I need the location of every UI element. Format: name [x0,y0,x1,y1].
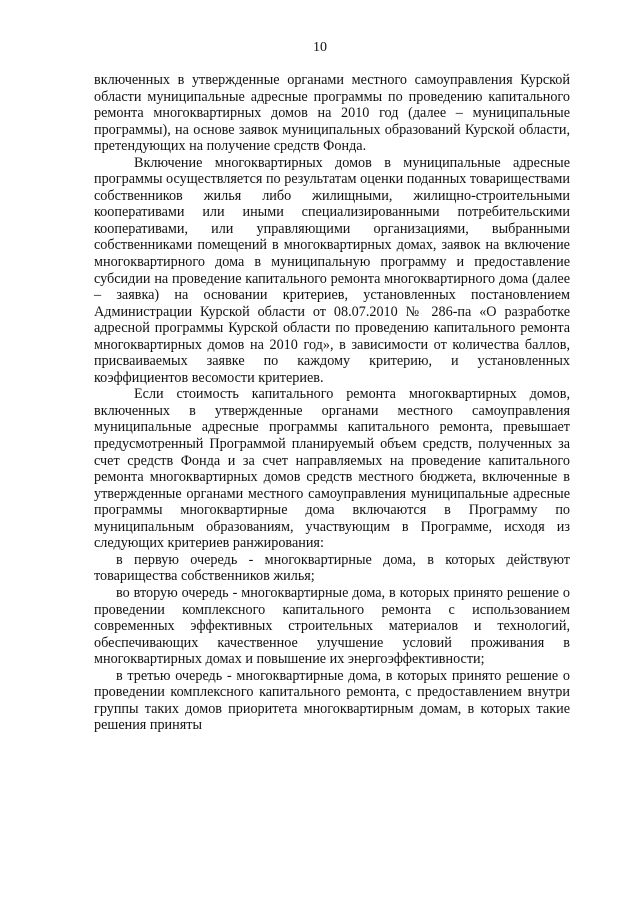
paragraph-inclusion-criteria: Включение многоквартирных домов в муниципальные адресные программы осуществляется по результатам оценки поданных товариществами собственников жилья либо жилищными, жилищно-строительными кооперативами или иными специализированными потребительскими кооперативами, или управляющими организациями, выбранными собственниками помещений в многоквартирных домах, заявок на включение многоквартирного дома в муниципальную программу и предоставление субсидии на проведение капитального ремонта многоквартирного дома (далее – заявка) на основании критериев, установленных постановлением Администрации Курской области от 08.07.2010 № 286-па «О разработке адресной программы Курской области по проведению капитального ремонта многоквартирных домов на 2010 год», в зависимости от количества баллов, присваиваемых заявке по каждому критерию, и установленных коэффициентов весомости критериев. [94,154,570,386]
document-body [94,72,570,734]
list-item-second-priority: во вторую очередь - многоквартирные дома, в которых принято решение о проведении комплексного капитального ремонта с использованием современных эффективных строительных материалов и технологий, обеспечивающих качественное улучшение условий проживания в многоквартирных домах и повышение их энергоэффективности; [94,584,570,668]
page-number: 10 [313,40,327,55]
paragraph-cost-exceeds: Если стоимость капитального ремонта многоквартирных домов, включенных в утвержденные органами местного самоуправления муниципальные адресные программы капитального ремонта, превышает предусмотренный Программой планируемый объем средств, полученных за счет средств Фонда и за счет направляемых на проведение капитального ремонта многоквартирных домов средств местного бюджета, включенные в утвержденные органами местного самоуправления муниципальные адресные программы многоквартирные дома включаются в Программу по муниципальным образованиям, участвующим в Программе, исходя из следующих критериев ранжирования: [94,386,570,552]
list-item-third-priority: в третью очередь - многоквартирные дома, в которых принято решение о проведении комплексного капитального ремонта, с предоставлением внутри группы таких домов приоритета многоквартирным домам, в которых такие решения приняты [94,667,570,734]
list-item-first-priority: в первую очередь - многоквартирные дома, в которых действуют товарищества собственников жилья; [94,551,570,585]
paragraph-continuation: включенных в утвержденные органами местного самоуправления Курской области муниципальные адресные программы по проведению капитального ремонта многоквартирных домов на 2010 год (далее – муниципальные программы), на основе заявок муниципальных образований Курской области, претендующих на получение средств Фонда. [94,72,570,155]
